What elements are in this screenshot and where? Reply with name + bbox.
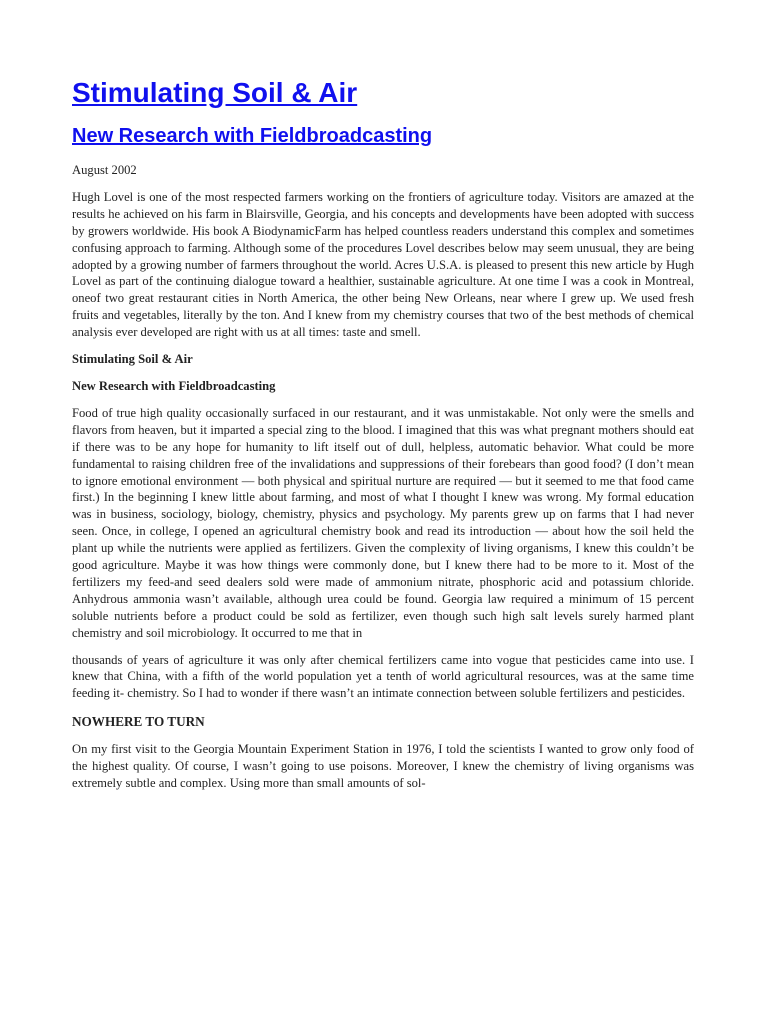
section-heading: NOWHERE TO TURN [72,714,205,730]
article-title-link[interactable]: Stimulating Soil & Air [72,77,358,108]
publication-date: August 2002 [72,163,137,177]
body-paragraph-1: Food of true high quality occasionally surfaced in our restaurant, and it was unmistakable. Not only were the smells and flavors from heaven, but it imparted a special zing to the blood. I imagined that this was what pregnant mothers should eat if there was to be any hope for humanity to lift itself out of dull, helpless, automatic behavior. What could be more fundamental to raising children free of the invalidations and suppressions of their forebears than good food? (I don’t mean to ignore emotional environment — both physical and spiritual nurture are required — but it seemed to me that food came first.) In the beginning I knew little about farming, and most of what I thought I knew was wrong. My formal education was in business, sociology, biology, chemistry, physics and psychology. My parents grew up on farms that I had never seen. Once, in college, I opened an agricultural chemistry book and read its introduction — about how the soil held the plant up while the nutrients were applied as fertilizers. Given the complexity of living organisms, I knew this couldn’t be good agriculture. Maybe it was how things were commonly done, but I knew there had to be more to it. Most of the fertilizers my feed-and seed dealers sold were made of ammonium nitrate, phosphoric acid and potassium chloride. Anhydrous ammonia wasn’t available, although urea could be found. Georgia law required a minimum of 15 percent soluble nutrients before a product could be sold as fertilizer, even though such high salt levels surely harmed plant chemistry and soil microbiology. It occurred to me that in [72,405,694,640]
document-page [72,76,694,792]
repeat-title: Stimulating Soil & Air [72,352,193,367]
repeat-subtitle: New Research with Fieldbroadcasting [72,378,276,393]
intro-paragraph: Hugh Lovel is one of the most respected farmers working on the frontiers of agriculture today. Visitors are amazed at the results he achieved on his farm in Blairsville, Georgia, and his concepts and developments have been adopted with success by growers worldwide. His book A BiodynamicFarm has helped countless readers understand this complex and sometimes confusing approach to farming. Although some of the procedures Lovel describes below may seem unusual, they are being adopted by a growing number of farmers throughout the world. Acres U.S.A. is pleased to present this new article by Hugh Lovel as part of the continuing dialogue toward a healthier, sustainable agriculture. At one time I was a cook in Montreal, oneof two great restaurant cities in North America, the other being New Orleans, near where I grew up. We used fresh fruits and vegetables, literally by the ton. And I knew from my chemistry courses that two of the best methods of chemical analysis ever developed are right with us at all times: taste and smell. [72,189,694,340]
body-paragraph-3: On my first visit to the Georgia Mountain Experiment Station in 1976, I told the scientists I wanted to grow only food of the highest quality. Of course, I wasn’t going to use poisons. Moreover, I knew the chemistry of living organisms was extremely subtle and complex. Using more than small amounts of sol- [72,742,694,790]
body-paragraph-2: thousands of years of agriculture it was only after chemical fertilizers came into vogue that pesticides came into use. I knew that China, with a fifth of the world population yet a tenth of world agricultural resources, was at the same time feeding it- chemistry. So I had to wonder if there wasn’t an intimate connection between soluble fertilizers and pesticides. [72,652,694,701]
article-subtitle-link[interactable]: New Research with Fieldbroadcasting [72,125,433,147]
